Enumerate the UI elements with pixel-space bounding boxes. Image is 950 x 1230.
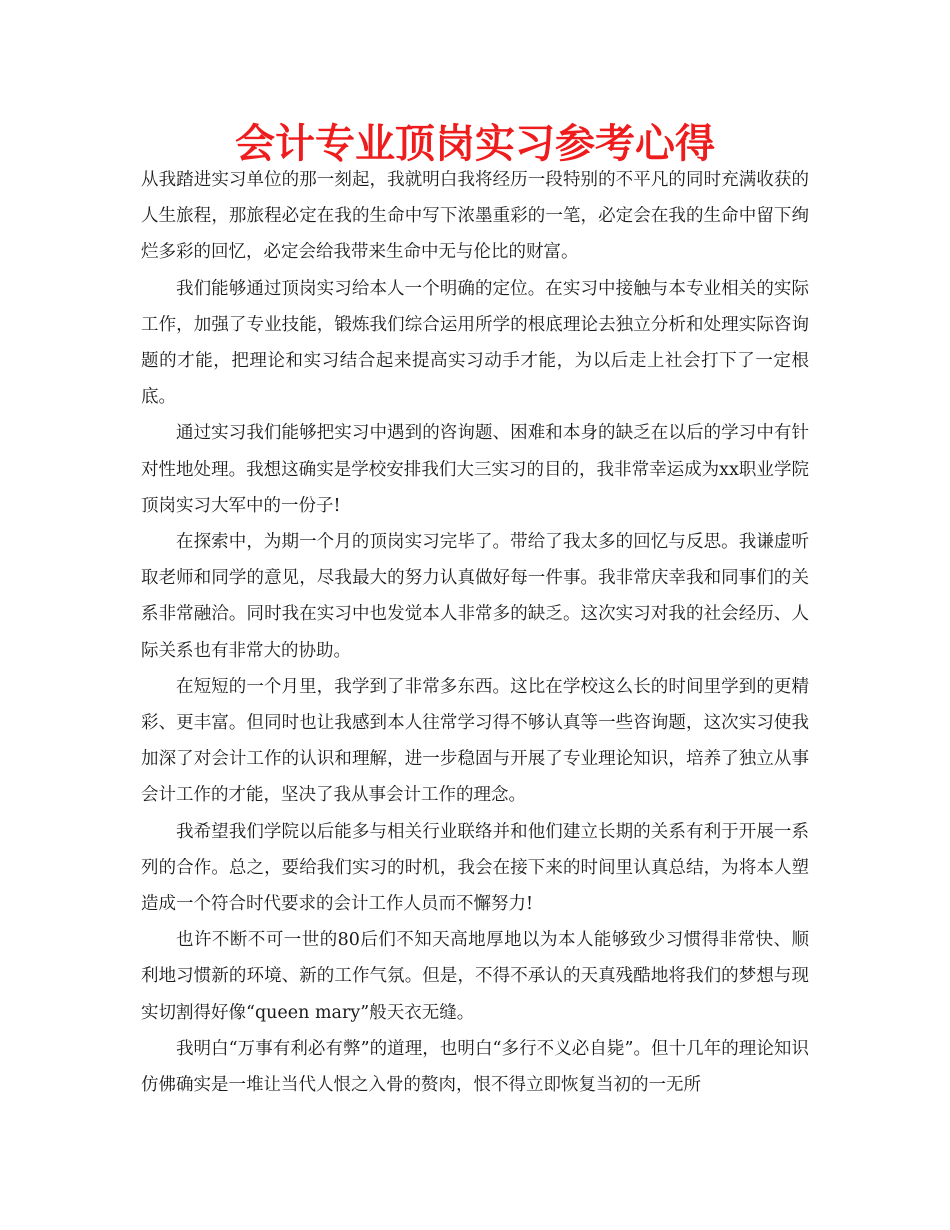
- document-body: [141, 162, 809, 1103]
- paragraph-6: 我希望我们学院以后能多与相关行业联络并和他们建立长期的关系有利于开展一系列的合作。总之，要给我们实习的时机，我会在接下来的时间里认真总结，为将本人塑造成一个符合时代要求的会计工作人员而不懈努力!: [141, 821, 809, 915]
- paragraph-4: 在探索中，为期一个月的顶岗实习完毕了。带给了我太多的回忆与反思。我谦虚听取老师和同学的意见，尽我最大的努力认真做好每一件事。我非常庆幸我和同事们的关系非常融洽。同时我在实习中也发觉本人非常多的缺乏。这次实习对我的社会经历、人际关系也有非常大的协助。: [141, 532, 809, 661]
- paragraph-1: 从我踏进实习单位的那一刻起，我就明白我将经历一段特别的不平凡的同时充满收获的人生旅程，那旅程必定在我的生命中写下浓墨重彩的一笔，必定会在我的生命中留下绚烂多彩的回忆，必定会给我带来生命中无与伦比的财富。: [141, 170, 809, 263]
- document-title: 会计专业顶岗实习参考心得: [235, 120, 715, 167]
- paragraph-3: 通过实习我们能够把实习中遇到的咨询题、困难和本身的缺乏在以后的学习中有针对性地处理。我想这确实是学校安排我们大三实习的目的，我非常幸运成为xx职业学院顶岗实习大军中的一份子!: [141, 423, 809, 516]
- paragraph-2: 我们能够通过顶岗实习给本人一个明确的定位。在实习中接触与本专业相关的实际工作，加强了专业技能，锻炼我们综合运用所学的根底理论去独立分析和处理实际咨询题的才能，把理论和实习结合起来提高实习动手才能，为以后走上社会打下了一定根底。: [141, 278, 809, 408]
- paragraph-7: 也许不断不可一世的80后们不知天高地厚地以为本人能够致少习惯得非常快、顺利地习惯新的环境、新的工作气氛。但是，不得不承认的天真残酷地将我们的梦想与现实切割得好像“queen mary”般天衣无缝。: [141, 930, 809, 1023]
- paragraph-5: 在短短的一个月里，我学到了非常多东西。这比在学校这么长的时间里学到的更精彩、更丰富。但同时也让我感到本人往常学习得不够认真等一些咨询题，这次实习使我加深了对会计工作的认识和理解，进一步稳固与开展了专业理论知识，培养了独立从事会计工作的才能，坚决了我从事会计工作的理念。: [141, 676, 809, 806]
- paragraph-8: 我明白“万事有利必有弊”的道理，也明白“多行不义必自毙”。但十几年的理论知识仿佛确实是一堆让当代人恨之入骨的赘肉，恨不得立即恢复当初的一无所: [141, 1038, 809, 1096]
